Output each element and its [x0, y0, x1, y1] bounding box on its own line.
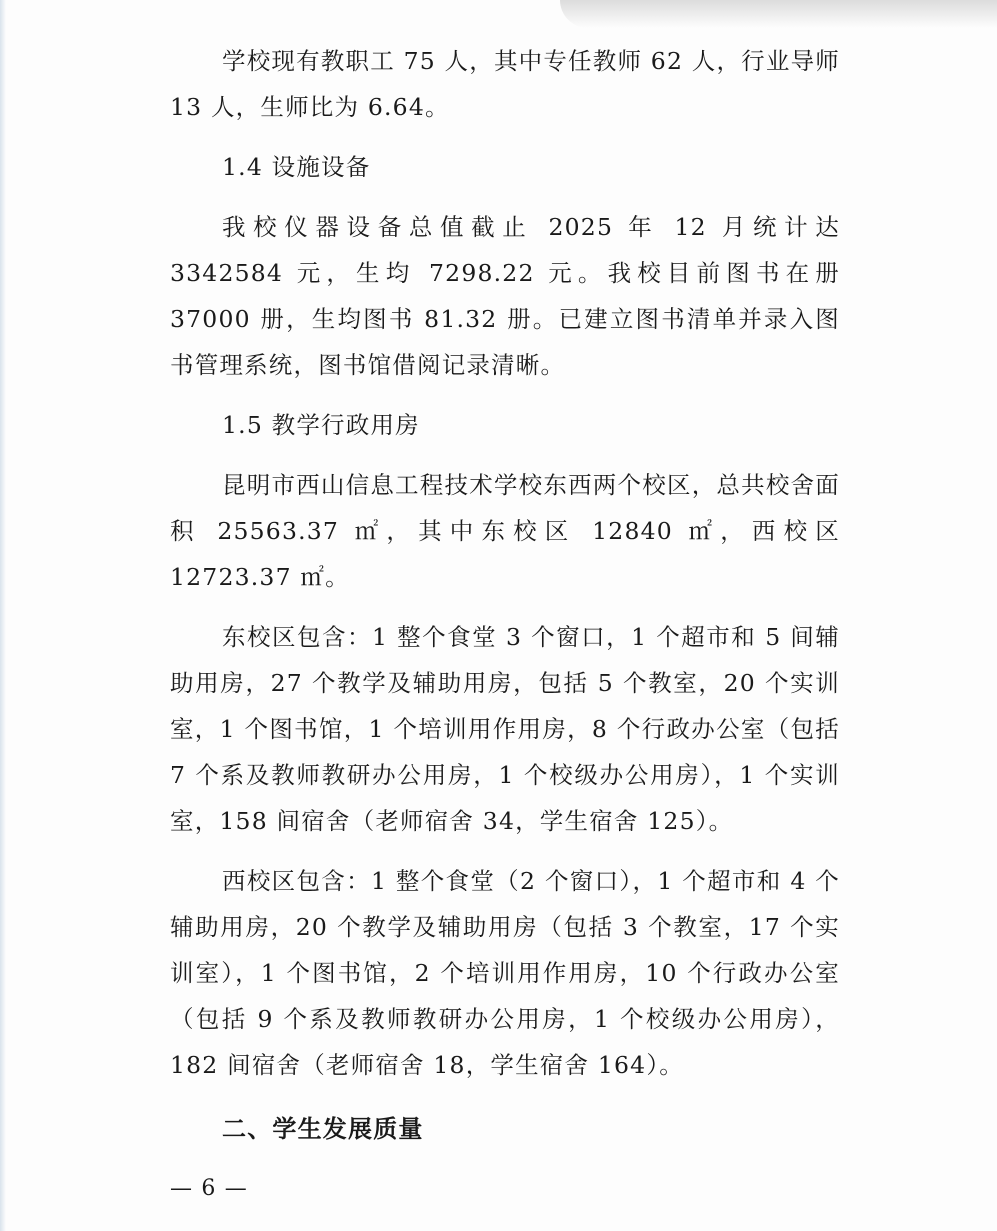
- heading-facilities: 1.4 设施设备: [222, 153, 371, 181]
- heading-admin-buildings: 1.5 教学行政用房: [222, 411, 420, 439]
- scan-shadow: [560, 0, 997, 28]
- paragraph-equipment: 我校仪器设备总值截止 2025 年 12 月统计达 3342584 元，生均 7298.22 元。我校目前图书在册 37000 册，生均图书 81.32 册。已建立图书清单并录入图书管理系统，图书馆借阅记录清晰。: [170, 213, 840, 379]
- page-number: — 6 —: [170, 1176, 248, 1201]
- paragraph-campus-area: 昆明市西山信息工程技术学校东西两个校区，总共校舍面积 25563.37 ㎡，其中东校区 12840 ㎡，西校区 12723.37 ㎡。: [170, 471, 840, 591]
- section-title-student-development: 二、学生发展质量: [222, 1115, 424, 1143]
- paragraph-east-campus: 东校区包含：1 整个食堂 3 个窗口，1 个超市和 5 间辅助用房，27 个教学及辅助用房，包括 5 个教室，20 个实训室，1 个图书馆，1 个培训用作用房，8 个行政办公室（包括 7 个系及教师教研办公用房，1 个校级办公用房），1 个实训室，158 间宿舍（老师宿舍 34，学生宿舍 125）。: [170, 623, 840, 835]
- paragraph-staff: 学校现有教职工 75 人，其中专任教师 62 人，行业导师 13 人，生师比为 6.64。: [170, 47, 840, 121]
- document-body: [170, 38, 840, 1204]
- paragraph-west-campus: 西校区包含：1 整个食堂（2 个窗口），1 个超市和 4 个辅助用房，20 个教学及辅助用房（包括 3 个教室，17 个实训室），1 个图书馆，2 个培训用作用房，10 个行政办公室（包括 9 个系及教师教研办公用房，1 个校级办公用房），182 间宿舍（老师宿舍 18，学生宿舍 164）。: [170, 867, 840, 1079]
- page-left-edge: [0, 0, 6, 1231]
